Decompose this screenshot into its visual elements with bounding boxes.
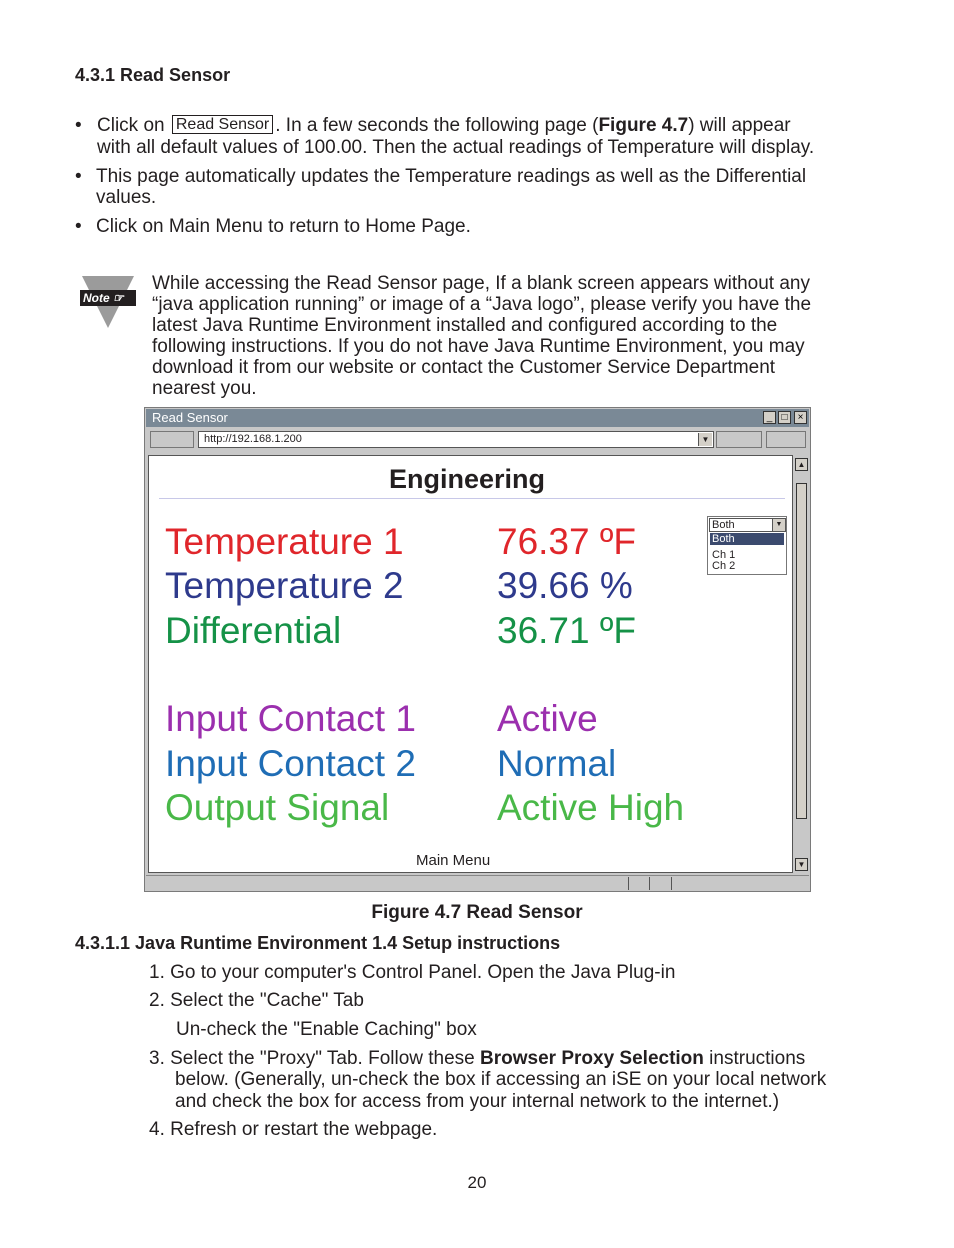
note-text: While accessing the Read Sensor page, If a blank screen appears without any “java application running” or image of a “Java logo”, please verify you have the latest Java Runtime Environment installed and configured according to the following instructions. If you do not have Java Runtime Environment, you may download it from our website or contact the Customer Service Department nearest you. <box>152 273 812 399</box>
channel-select-current[interactable] <box>709 518 786 532</box>
step-3: 3. Select the "Proxy" Tab. Follow these Browser Proxy Selection instructions <box>149 1048 806 1069</box>
url-input[interactable] <box>198 431 714 448</box>
scroll-down-icon[interactable]: ▼ <box>795 858 808 871</box>
input-contact-2-label: Input Contact 2 <box>165 743 416 784</box>
step-4: 4. Refresh or restart the webpage. <box>149 1119 438 1140</box>
bullet-1-text-mid: . In a few seconds the following page ( <box>275 115 599 136</box>
back-button[interactable] <box>150 431 194 448</box>
bullet-dot: • <box>75 115 82 136</box>
scroll-up-icon[interactable]: ▲ <box>795 458 808 471</box>
figure-reference: Figure 4.7 <box>598 115 689 136</box>
minimize-icon[interactable]: _ <box>763 411 776 424</box>
scroll-thumb[interactable] <box>796 483 807 819</box>
channel-option[interactable]: Ch 2 <box>712 560 736 572</box>
browser-window <box>144 407 811 892</box>
temperature-1-value: 76.37 ºF <box>497 521 636 562</box>
section-heading: 4.3.1 Read Sensor <box>75 65 231 85</box>
bullet-1-text-post: ) will appear <box>688 115 791 136</box>
channel-option[interactable]: Ch 1 <box>712 549 736 561</box>
step-3-line-3: and check the box for access from your internal network to the internet.) <box>175 1091 780 1112</box>
step-2-detail: Un-check the "Enable Caching" box <box>176 1019 477 1040</box>
title-bar <box>146 409 809 427</box>
bullet-2-line-2: values. <box>96 187 157 208</box>
divider <box>159 498 785 499</box>
close-icon[interactable]: × <box>794 411 807 424</box>
main-menu-link[interactable]: Main Menu <box>416 852 491 869</box>
status-divider <box>628 877 629 890</box>
chevron-down-icon[interactable]: ▼ <box>698 433 712 446</box>
figure-caption: Figure 4.7 Read Sensor <box>371 902 583 923</box>
channel-selected-value: Both <box>712 519 735 531</box>
channel-select[interactable] <box>707 516 787 575</box>
differential-value: 36.71 ºF <box>497 610 636 651</box>
chevron-down-icon[interactable]: ▼ <box>772 519 785 531</box>
subsection-heading: 4.3.1.1 Java Runtime Environment 1.4 Setup instructions <box>75 933 561 953</box>
bullet-1-text: Click on <box>97 115 165 136</box>
input-contact-1-label: Input Contact 1 <box>165 698 416 739</box>
window-title: Read Sensor <box>152 410 228 425</box>
toolbar-button[interactable] <box>716 431 762 448</box>
output-signal-value: Active High <box>497 787 685 828</box>
status-bar <box>146 875 809 891</box>
channel-option[interactable]: Both <box>710 533 784 545</box>
step-1: 1. Go to your computer's Control Panel. Open the Java Plug-in <box>149 962 676 983</box>
page-heading: Engineering <box>389 464 546 494</box>
step-3-line-2: below. (Generally, un-check the box if accessing an iSE on your local network <box>175 1069 827 1090</box>
bullet-dot: • <box>75 216 82 237</box>
note-label: Note ☞ <box>80 290 136 306</box>
bullet-2-line-1: This page automatically updates the Temperature readings as well as the Differential <box>96 166 807 187</box>
url-text: http://192.168.1.200 <box>204 433 302 445</box>
bullet-1-line-2: with all default values of 100.00. Then the actual readings of Temperature will display. <box>97 137 815 158</box>
status-divider <box>649 877 650 890</box>
step-2: 2. Select the "Cache" Tab <box>149 990 364 1011</box>
output-signal-label: Output Signal <box>165 787 390 828</box>
address-bar <box>146 428 809 452</box>
input-contact-2-value: Normal <box>497 743 617 784</box>
page-number: 20 <box>467 1173 487 1192</box>
temperature-2-label: Temperature 2 <box>165 565 404 606</box>
temperature-2-value: 39.66 % <box>497 565 633 606</box>
read-sensor-button[interactable]: Read Sensor <box>172 115 273 134</box>
temperature-1-label: Temperature 1 <box>165 521 404 562</box>
page-content <box>148 455 793 873</box>
bullet-3-line-1: Click on Main Menu to return to Home Page. <box>96 216 471 237</box>
vertical-scrollbar[interactable] <box>794 455 809 873</box>
bullet-1-line-1 <box>97 115 791 136</box>
input-contact-1-value: Active <box>497 698 598 739</box>
status-divider <box>671 877 672 890</box>
toolbar-button[interactable] <box>766 431 806 448</box>
differential-label: Differential <box>165 610 342 651</box>
bullet-dot: • <box>75 166 82 187</box>
maximize-icon[interactable]: □ <box>778 411 791 424</box>
